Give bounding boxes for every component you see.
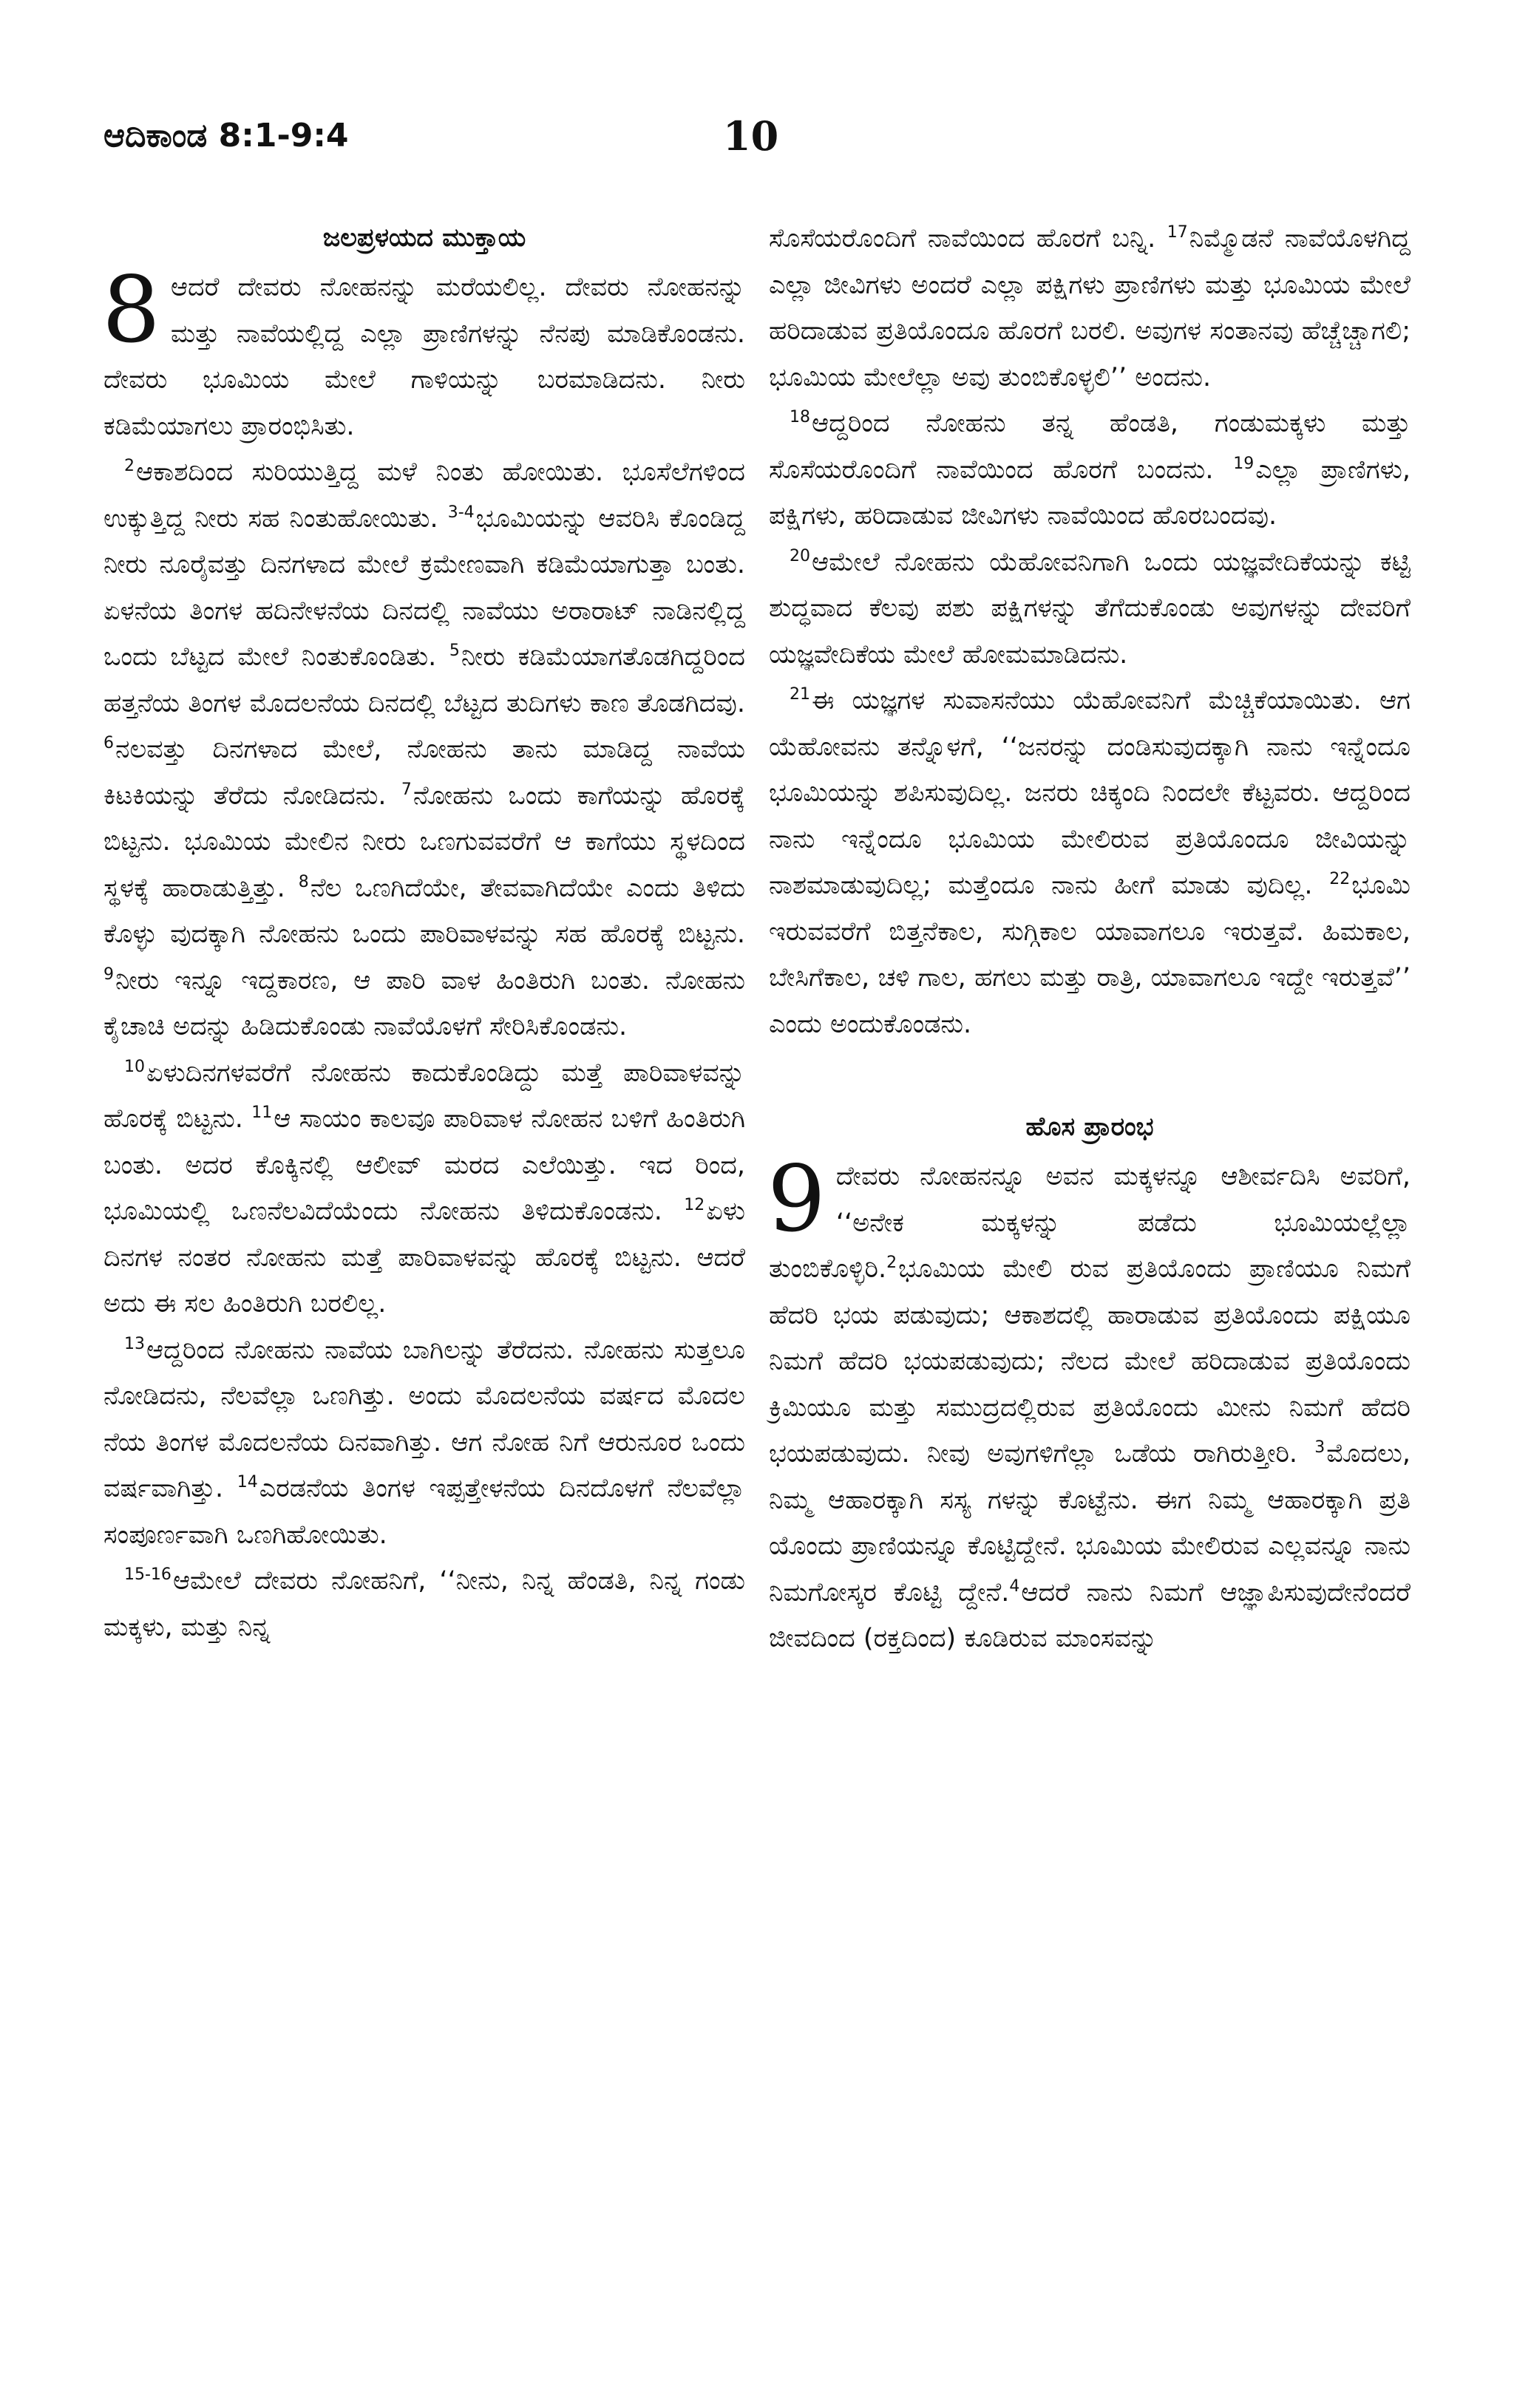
verse-number: 22 — [1329, 870, 1351, 889]
section-title-new-beginning: ಹೊಸ ಪ್ರಾರಂಭ — [1025, 1112, 1154, 1142]
verse-number: 8 — [298, 872, 309, 891]
verse-number: 15-16 — [124, 1565, 172, 1585]
verse-text: ನೀರು ಕಡಿಮೆಯಾಗತೊಡಗಿದ್ದರಿಂದ ಹತ್ತನೆಯ ತಿಂಗಳ ಮೊದಲನೆಯ ದಿನದಲ್ಲಿ ಬೆಟ್ಟದ ತುದಿಗಳು ಕಾಣ ತೊಡಗಿದವು. — [103, 642, 745, 718]
section-title-flood-end: ಜಲಪ್ರಳಯದ ಮುಕ್ತಾಯ — [322, 223, 526, 253]
verse-text: ಆದ್ದರಿಂದ ನೋಹನು ನಾವೆಯ ಬಾಗಿಲನ್ನು ತೆರೆದನು. ನೋಹನು ಸುತ್ತಲೂ ನೋಡಿದನು, ನೆಲವೆಲ್ಲಾ ಒಣಗಿತ್ತು. ಅಂದು ಮೊದಲನೆಯ ವರ್ಷದ ಮೊದಲ ನೆಯ ತಿಂಗಳ ಮೊದಲನೆಯ ದಿನವಾಗಿತ್ತು. ಆಗ ನೋಹ ನಿಗೆ ಆರುನೂರ ಒಂದು ವರ್ಷವಾಗಿತ್ತು. — [103, 1335, 745, 1503]
verse-number: 3 — [1314, 1438, 1325, 1458]
verse-text: ಆ ಸಾಯಂ ಕಾಲವೂ ಪಾರಿವಾಳ ನೋಹನ ಬಳಿಗೆ ಹಿಂತಿರುಗಿ ಬಂತು. ಅದರ ಕೊಕ್ಕಿನಲ್ಲಿ ಆಲೀವ್ ಮರದ ಎಲೆಯಿತ್ತು. ಇದ ರಿಂದ, ಭೂಮಿಯಲ್ಲಿ ಒಣನೆಲವಿದೆಯೆಂದು ನೋಹನು ತಿಳಿದುಕೊಂಡನು. — [103, 1104, 745, 1226]
verse-text: ನೀರು ಇನ್ನೂ ಇದ್ದಕಾರಣ, ಆ ಪಾರಿ ವಾಳ ಹಿಂತಿರುಗಿ ಬಂತು. ನೋಹನು ಕೈಚಾಚಿ ಅದನ್ನು ಹಿಡಿದುಕೊಂಡು ನಾವೆಯೊಳಗೆ ಸೇರಿಸಿಕೊಂಡನು. — [103, 965, 745, 1041]
verse-text: ಏಳು ದಿನಗಳ ನಂತರ ನೋಹನು ಮತ್ತೆ ಪಾರಿವಾಳವನ್ನು ಹೊರಕ್ಕೆ ಬಿಟ್ಟನು. ಆದರೆ ಅದು ಈ ಸಲ ಹಿಂತಿರುಗಿ ಬರಲಿಲ್ಲ. — [103, 1197, 745, 1319]
book-reference: ಆದಿಕಾಂಡ 8:1-9:4 — [103, 117, 349, 154]
verse-text: ಭೂಮಿ ಇರುವವರೆಗೆ ಬಿತ್ತನೆಕಾಲ, ಸುಗ್ಗಿಕಾಲ ಯಾವಾಗಲೂ ಇರುತ್ತವೆ. ಹಿಮಕಾಲ, ಬೇಸಿಗೆಕಾಲ, ಚಳಿ ಗಾಲ, ಹಗಲು ಮತ್ತು ರಾತ್ರಿ, ಯಾವಾಗಲೂ ಇದ್ದೇ ಇರುತ್ತವೆ’’ ಎಂದು ಅಂದುಕೊಂಡನು. — [769, 871, 1411, 1039]
verse-text: ಆದರೆ ನಾನು ನಿಮಗೆ ಆಜ್ಞಾಪಿಸುವುದೇನೆಂದರೆ ಜೀವದಿಂದ (ರಕ್ತದಿಂದ) ಕೂಡಿರುವ ಮಾಂಸವನ್ನು — [769, 1577, 1411, 1653]
paragraph — [103, 449, 745, 1050]
verse-text: ಆಮೇಲೆ ದೇವರು ನೋಹನಿಗೆ, ‘‘ನೀನು, ನಿನ್ನ ಹೆಂಡತಿ, ನಿನ್ನ ಗಂಡು ಮಕ್ಕಳು, ಮತ್ತು ನಿನ್ನ — [103, 1566, 745, 1642]
verse-number: 20 — [790, 546, 810, 565]
page-number: 10 — [723, 112, 779, 160]
verse-number: 4 — [1009, 1577, 1020, 1596]
paragraph — [103, 1327, 745, 1559]
verse-text: ಎರಡನೆಯ ತಿಂಗಳ ಇಪ್ಪತ್ತೇಳನೆಯ ದಿನದೊಳಗೆ ನೆಲವೆಲ್ಲಾ ಸಂಪೂರ್ಣವಾಗಿ ಒಣಗಿಹೋಯಿತು. — [103, 1474, 745, 1550]
verse-text: ನೆಲ ಒಣಗಿದೆಯೇ, ತೇವವಾಗಿದೆಯೇ ಎಂದು ತಿಳಿದು ಕೊಳ್ಳು ವುದಕ್ಕಾಗಿ ನೋಹನು ಒಂದು ಪಾರಿವಾಳವನ್ನು ಸಹ ಹೊರಕ್ಕೆ ಬಿಟ್ಟನು. — [103, 873, 746, 949]
chapter-number: 9 — [767, 1146, 826, 1253]
verse-text: ಸೊಸೆಯರೊಂದಿಗೆ ನಾವೆಯಿಂದ ಹೊರಗೆ ಬನ್ನಿ. — [769, 224, 1156, 254]
verse-number: 7 — [401, 780, 412, 799]
paragraph — [769, 540, 1411, 678]
verse-text: ಆದರೆ ದೇವರು ನೋಹನನ್ನು ಮರೆಯಲಿಲ್ಲ. ದೇವರು ನೋಹನನ್ನು ಮತ್ತು ನಾವೆಯಲ್ಲಿದ್ದ ಎಲ್ಲಾ ಪ್ರಾಣಿಗಳನ್ನು ನೆನಪು ಮಾಡಿಕೊಂಡನು. ದೇವರು ಭೂಮಿಯ ಮೇಲೆ ಗಾಳಿಯನ್ನು ಬರಮಾಡಿದನು. ನೀರು ಕಡಿಮೆಯಾಗಲು ಪ್ರಾರಂಭಿಸಿತು. — [103, 273, 745, 441]
verse-text: ಭೂಮಿಯ ಮೇಲಿ ರುವ ಪ್ರತಿಯೊಂದು ಪ್ರಾಣಿಯೂ ನಿಮಗೆ ಹೆದರಿ ಭಯ ಪಡುವುದು; ಆಕಾಶದಲ್ಲಿ ಹಾರಾಡುವ ಪ್ರತಿಯೊಂದು ಪಕ್ಷಿಯೂ ನಿಮಗೆ ಹೆದರಿ ಭಯಪಡುವುದು; ನೆಲದ ಮೇಲೆ ಹರಿದಾಡುವ ಪ್ರತಿಯೊಂದು ಕ್ರಿಮಿಯೂ ಮತ್ತು ಸಮುದ್ರದಲ್ಲಿರುವ ಪ್ರತಿಯೊಂದು ಮೀನು ನಿಮಗೆ ಹೆದರಿ ಭಯಪಡುವುದು. ನೀವು ಅವುಗಳಿಗೆಲ್ಲಾ ಒಡೆಯ ರಾಗಿರುತ್ತೀರಿ. — [769, 1254, 1411, 1469]
page-header — [0, 112, 1514, 176]
verse-text: ದೇವರು ನೋಹನನ್ನೂ ಅವನ ಮಕ್ಕಳನ್ನೂ ಆಶೀರ್ವದಿಸಿ ಅವರಿಗೆ, ‘‘ಅನೇಕ ಮಕ್ಕಳನ್ನು ಪಡೆದು ಭೂಮಿಯಲ್ಲೆಲ್ಲಾ ತುಂಬಿಕೊಳ್ಳಿರಿ. — [769, 1162, 1411, 1284]
paragraph-continued — [769, 216, 1411, 401]
paragraph — [769, 678, 1411, 1047]
verse-number: 9 — [103, 965, 114, 984]
verse-number: 2 — [124, 457, 135, 476]
chapter-number: 8 — [102, 257, 160, 364]
section-spacer — [769, 1047, 1411, 1105]
verse-number: 12 — [684, 1196, 705, 1215]
verse-text: ನೋಹನು ಒಂದು ಕಾಗೆಯನ್ನು ಹೊರಕ್ಕೆ ಬಿಟ್ಟನು. ಭೂಮಿಯ ಮೇಲಿನ ನೀರು ಒಣಗುವವರೆಗೆ ಆ ಕಾಗೆಯು ಸ್ಥಳದಿಂದ ಸ್ಥಳಕ್ಕೆ ಹಾರಾಡುತ್ತಿತ್ತು. — [103, 780, 745, 903]
paragraph — [103, 1050, 745, 1327]
verse-number: 14 — [237, 1473, 258, 1492]
verse-number: 11 — [251, 1103, 273, 1123]
verse-text: ನಿಮ್ಮೊಡನೆ ನಾವೆಯೊಳಗಿದ್ದ ಎಲ್ಲಾ ಜೀವಿಗಳು ಅಂದರೆ ಎಲ್ಲಾ ಪಕ್ಷಿಗಳು ಪ್ರಾಣಿಗಳು ಮತ್ತು ಭೂಮಿಯ ಮೇಲೆ ಹರಿದಾಡುವ ಪ್ರತಿಯೊಂದೂ ಹೊರಗೆ ಬರಲಿ. ಅವುಗಳ ಸಂತಾನವು ಹೆಚ್ಚೆಚ್ಚಾಗಲಿ; ಭೂಮಿಯ ಮೇಲೆಲ್ಲಾ ಅವು ತುಂಬಿಕೊಳ್ಳಲಿ’’ ಅಂದನು. — [769, 224, 1411, 392]
verse-text: ಈ ಯಜ್ಞಗಳ ಸುವಾಸನೆಯು ಯೆಹೋವನಿಗೆ ಮೆಚ್ಚಿಕೆಯಾಯಿತು. ಆಗ ಯೆಹೋವನು ತನ್ನೊಳಗೆ, ‘‘ಜನರನ್ನು ದಂಡಿಸುವುದಕ್ಕಾಗಿ ನಾನು ಇನ್ನೆಂದೂ ಭೂಮಿಯನ್ನು ಶಪಿಸುವುದಿಲ್ಲ. ಜನರು ಚಿಕ್ಕಂದಿ ನಿಂದಲೇ ಕೆಟ್ಟವರು. ಆದ್ದರಿಂದ ನಾನು ಇನ್ನೆಂದೂ ಭೂಮಿಯ ಮೇಲಿರುವ ಪ್ರತಿಯೊಂದೂ ಜೀವಿಯನ್ನು ನಾಶಮಾಡುವುದಿಲ್ಲ; ಮತ್ತೆಂದೂ ನಾನು ಹೀಗೆ ಮಾಡು ವುದಿಲ್ಲ. — [769, 686, 1411, 900]
verse-text: ಎಲ್ಲಾ ಪ್ರಾಣಿಗಳು, ಪಕ್ಷಿಗಳು, ಹರಿದಾಡುವ ಜೀವಿಗಳು ನಾವೆಯಿಂದ ಹೊರಬಂದವು. — [769, 455, 1411, 531]
verse-number: 19 — [1233, 454, 1255, 473]
verse-text: ಭೂಮಿಯನ್ನು ಆವರಿಸಿ ಕೊಂಡಿದ್ದ ನೀರು ನೂರೈವತ್ತು ದಿನಗಳಾದ ಮೇಲೆ ಕ್ರಮೇಣವಾಗಿ ಕಡಿಮೆಯಾಗುತ್ತಾ ಬಂತು. ಏಳನೆಯ ತಿಂಗಳ ಹದಿನೇಳನೆಯ ದಿನದಲ್ಲಿ ನಾವೆಯು ಅರಾರಾಟ್ ನಾಡಿನಲ್ಲಿದ್ದ ಒಂದು ಬೆಟ್ಟದ ಮೇಲೆ ನಿಂತುಕೊಂಡಿತು. — [103, 503, 745, 672]
right-column — [769, 216, 1411, 1662]
verse-number: 2 — [886, 1254, 897, 1273]
verse-number: 6 — [103, 734, 114, 753]
paragraph — [769, 401, 1411, 540]
chapter-9-opening — [767, 1146, 1411, 1662]
verse-number: 3-4 — [447, 503, 475, 522]
verse-number: 13 — [124, 1334, 145, 1353]
verse-text: ನಲವತ್ತು ದಿನಗಳಾದ ಮೇಲೆ, ನೋಹನು ತಾನು ಮಾಡಿದ್ದ ನಾವೆಯ ಕಿಟಕಿಯನ್ನು ತೆರೆದು ನೋಡಿದನು. — [103, 735, 745, 811]
left-column — [103, 216, 745, 1650]
verse-number: 17 — [1167, 223, 1188, 242]
chapter-8-opening — [102, 257, 745, 449]
paragraph — [103, 1558, 745, 1650]
verse-number: 21 — [790, 685, 810, 704]
verse-text: ಆದ್ದರಿಂದ ನೋಹನು ತನ್ನ ಹೆಂಡತಿ, ಗಂಡುಮಕ್ಕಳು ಮತ್ತು ಸೊಸೆಯರೊಂದಿಗೆ ನಾವೆಯಿಂದ ಹೊರಗೆ ಬಂದನು. — [769, 409, 1411, 485]
verse-number: 18 — [790, 408, 810, 427]
verse-text: ಆಮೇಲೆ ನೋಹನು ಯೆಹೋವನಿಗಾಗಿ ಒಂದು ಯಜ್ಞವೇದಿಕೆಯನ್ನು ಕಟ್ಟಿ ಶುದ್ಧವಾದ ಕೆಲವು ಪಶು ಪಕ್ಷಿಗಳನ್ನು ತೆಗೆದುಕೊಂಡು ಅವುಗಳನ್ನು ದೇವರಿಗೆ ಯಜ್ಞವೇದಿಕೆಯ ಮೇಲೆ ಹೋಮಮಾಡಿದನು. — [769, 547, 1411, 670]
verse-number: 10 — [124, 1057, 145, 1076]
verse-text: ಮೊದಲು, ನಿಮ್ಮ ಆಹಾರಕ್ಕಾಗಿ ಸಸ್ಯ ಗಳನ್ನು ಕೊಟ್ಟೆನು. ಈಗ ನಿಮ್ಮ ಆಹಾರಕ್ಕಾಗಿ ಪ್ರತಿ ಯೊಂದು ಪ್ರಾಣಿಯನ್ನೂ ಕೊಟ್ಟಿದ್ದೇನೆ. ಭೂಮಿಯ ಮೇಲಿರುವ ಎಲ್ಲವನ್ನೂ ನಾನು ನಿಮಗೋಸ್ಕರ ಕೊಟ್ಟಿ ದ್ದೇನೆ. — [769, 1439, 1411, 1608]
verse-text: ಆಕಾಶದಿಂದ ಸುರಿಯುತ್ತಿದ್ದ ಮಳೆ ನಿಂತು ಹೋಯಿತು. ಭೂಸೆಲೆಗಳಿಂದ ಉಕ್ಕುತ್ತಿದ್ದ ನೀರು ಸಹ ನಿಂತುಹೋಯಿತು. — [103, 458, 745, 534]
verse-text: ಏಳುದಿನಗಳವರೆಗೆ ನೋಹನು ಕಾದುಕೊಂಡಿದ್ದು ಮತ್ತೆ ಪಾರಿವಾಳವನ್ನು ಹೊರಕ್ಕೆ ಬಿಟ್ಟನು. — [103, 1058, 745, 1134]
verse-number: 5 — [449, 642, 460, 661]
